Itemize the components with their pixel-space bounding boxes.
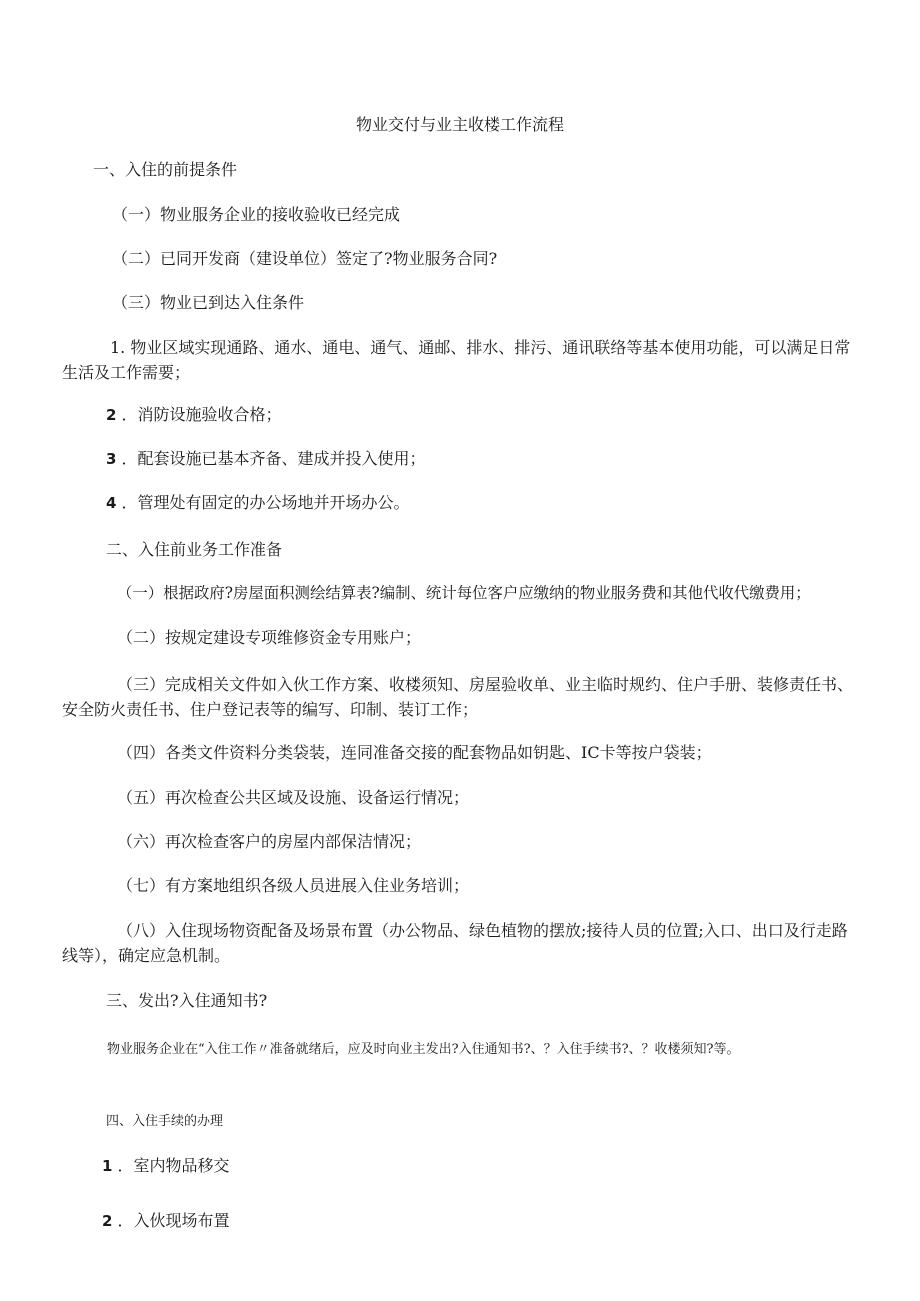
condition-text: ．管理处有固定的办公场地并开场办公。 xyxy=(121,493,410,512)
list-item: （五）再次检查公共区域及设施、设备运行情况； xyxy=(117,788,470,807)
list-item: （二）按规定建设专项维修资金专用账户； xyxy=(117,628,422,647)
condition-number: 3 xyxy=(106,450,117,468)
section-heading: 二、入住前业务工作准备 xyxy=(106,540,283,559)
list-item xyxy=(102,1156,230,1176)
condition-item xyxy=(106,449,426,469)
list-item: （一）物业服务企业的接收验收已经完成 xyxy=(112,205,401,224)
condition-item xyxy=(106,405,282,425)
body-paragraph: 物业服务企业在“入住工作〃准备就绪后，应及时向业主发出?入住通知书?、？入住手续书?、？收楼须知?等。 xyxy=(107,1042,740,1057)
list-item: （三）物业已到达入住条件 xyxy=(112,293,305,312)
document-title: 物业交付与业主收楼工作流程 xyxy=(355,115,564,134)
section-heading: 四、入住手续的办理 xyxy=(106,1114,224,1129)
list-item: （二）已同开发商（建设单位）签定了?物业服务合同? xyxy=(112,249,498,268)
section-heading: 一、入住的前提条件 xyxy=(93,160,238,179)
condition-item xyxy=(62,335,860,385)
list-item: （八）入住现场物资配备及场景布置（办公物品、绿色植物的摆放;接待人员的位置;入口、出口及行走路线等），确定应急机制。 xyxy=(62,921,848,965)
list-item: （三）完成相关文件如入伙工作方案、收楼须知、房屋验收单、业主临时规约、住户手册、装修责任书、安全防火责任书、住户登记表等的编写、印制、装订工作； xyxy=(62,675,854,719)
condition-text: ．消防设施验收合格； xyxy=(121,405,282,424)
item-text: ．室内物品移交 xyxy=(117,1156,230,1175)
item-text: ．入伙现场布置 xyxy=(117,1211,230,1230)
list-item: （四）各类文件资料分类袋装，连同准备交接的配套物品如钥匙、IC卡等按户袋装； xyxy=(117,743,712,762)
section-heading: 三、发出?入住通知书? xyxy=(106,991,268,1010)
item-number: 1 xyxy=(102,1157,113,1175)
condition-text: ．配套设施已基本齐备、建成并投入使用； xyxy=(121,449,426,468)
list-item xyxy=(102,1211,230,1231)
list-item: （七）有方案地组织各级人员进展入住业务培训； xyxy=(117,876,470,895)
item-number: 2 xyxy=(102,1212,113,1230)
condition-item xyxy=(106,493,410,513)
condition-number: 2 xyxy=(106,406,117,424)
list-item: （一）根据政府?房屋面积测绘结算表?编制、统计每位客户应缴纳的物业服务费和其他代收代缴费用； xyxy=(117,584,811,602)
condition-number: 4 xyxy=(106,494,117,512)
list-item: （六）再次检查客户的房屋内部保洁情况； xyxy=(117,832,422,851)
condition-text: 物业区域实现通路、通水、通电、通气、通邮、排水、排污、通讯联络等基本使用功能，可以满足日常生活及工作需要； xyxy=(62,338,851,382)
condition-number: 1. xyxy=(110,338,126,357)
